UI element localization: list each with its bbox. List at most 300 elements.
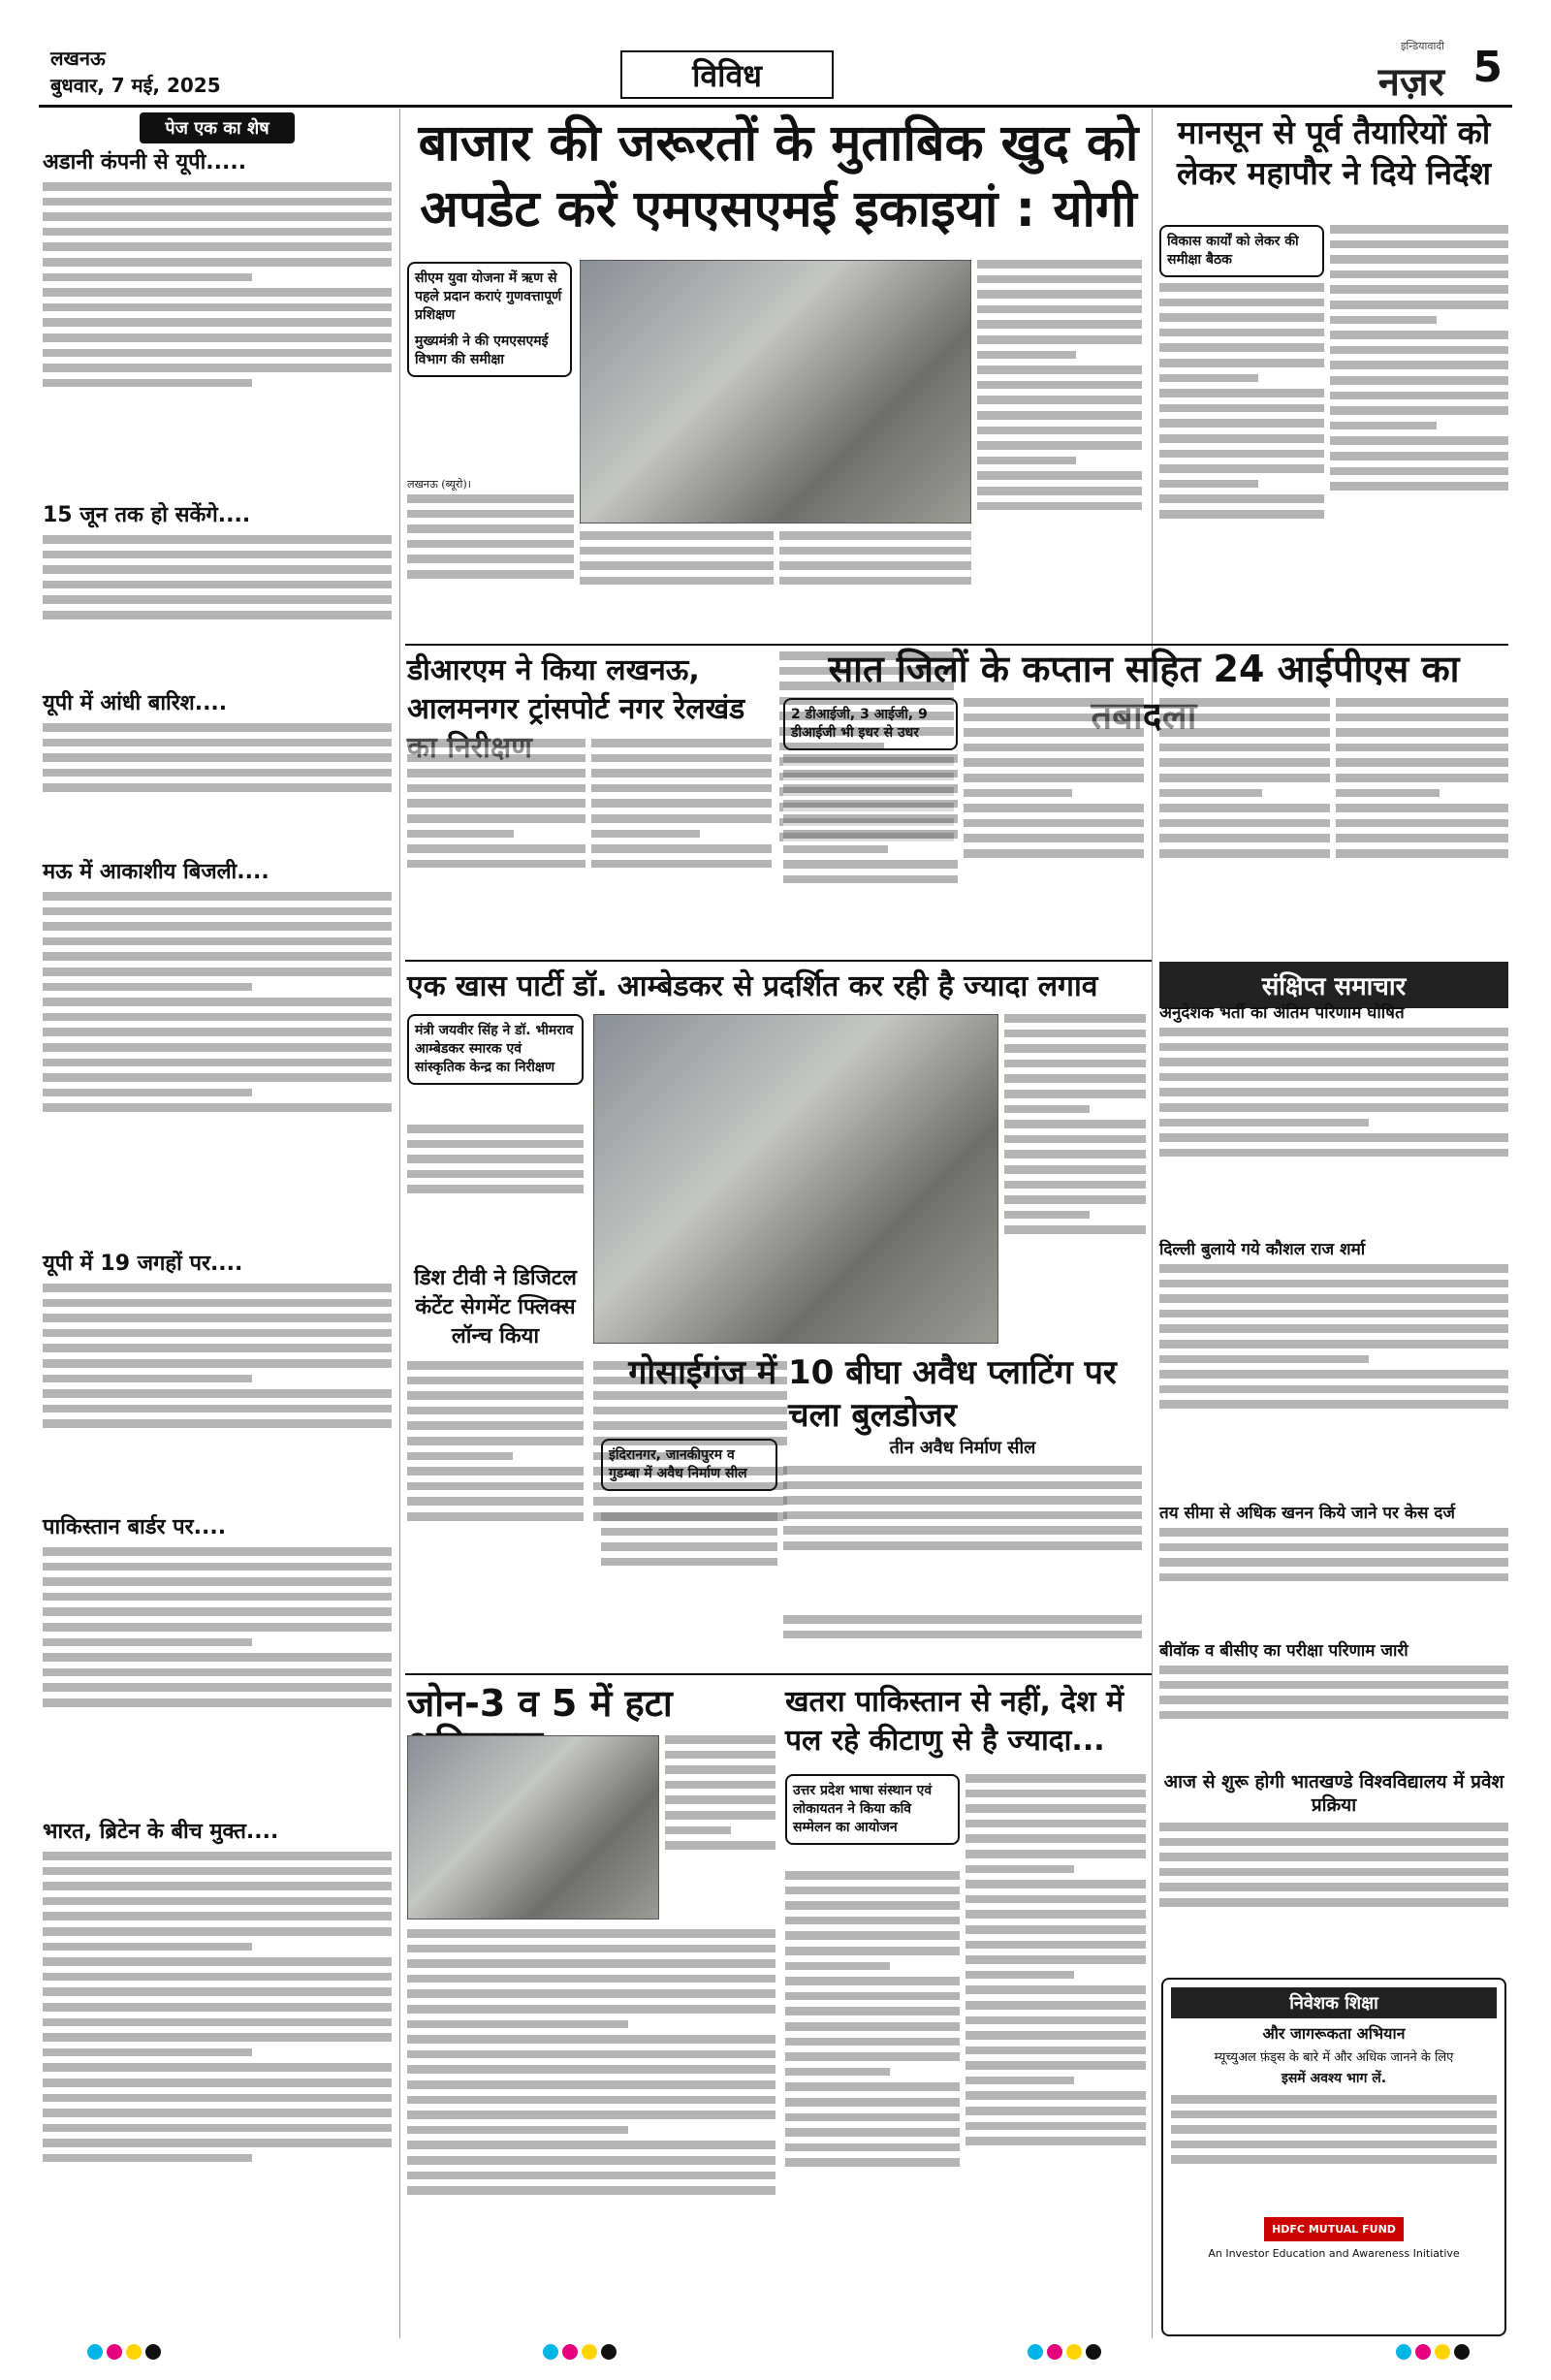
- text-line: [783, 860, 958, 875]
- text-line: [964, 804, 1144, 819]
- text-line: [407, 1989, 776, 2005]
- text-line: [43, 1043, 392, 1059]
- masthead-left: [50, 45, 221, 99]
- text-line: [43, 2018, 392, 2034]
- text-line: [1159, 1119, 1369, 1134]
- text-line: [1159, 494, 1324, 510]
- text-line: [407, 570, 574, 586]
- text-line: [977, 441, 1142, 457]
- text-line: [407, 1361, 584, 1377]
- text-line: [665, 1841, 776, 1856]
- text-line: [977, 275, 1142, 291]
- text-line: [965, 2061, 1146, 2077]
- text-line: [1159, 1310, 1508, 1325]
- text-line: [407, 1482, 584, 1498]
- text-line: [1004, 1195, 1146, 1211]
- text-line: [785, 1977, 960, 1992]
- article-body: [779, 531, 971, 640]
- text-line: [785, 2022, 960, 2038]
- text-line: [977, 411, 1142, 427]
- ambedkar-point-box: [407, 1014, 584, 1085]
- text-line: [407, 510, 574, 525]
- text-line: [591, 830, 700, 845]
- text-line: [407, 2156, 776, 2172]
- text-line: [407, 784, 586, 800]
- text-line: [1159, 450, 1324, 465]
- text-line: [580, 577, 774, 592]
- text-line: [407, 1975, 776, 1990]
- ips-point: 2 डीआईजी, 3 आईजी, 9 डीआईजी भी इधर से उधर: [791, 707, 928, 741]
- gosaiganj-subhead: तीन अवैध निर्माण सील: [889, 1438, 1036, 1458]
- text-line: [964, 758, 1144, 774]
- text-line: [783, 1615, 1142, 1631]
- text-line: [43, 364, 392, 379]
- text-line: [43, 1419, 392, 1435]
- ips-headline: सात जिलों के कप्तान सहित 24 आईपीएस का: [828, 648, 1460, 690]
- text-line: [977, 487, 1142, 502]
- logo-text: नज़र: [1377, 60, 1444, 105]
- text-line: [964, 728, 1144, 744]
- text-line: [965, 1925, 1146, 1941]
- brief-headline-1: अनुदेशक भर्ती का अंतिम परिणाम घोषित: [1159, 1003, 1405, 1023]
- text-line: [407, 2186, 776, 2202]
- gosaiganj-headline: गोसाईगंज में 10 बीघा अवैध प्लाटिंग पर चला बुलडोजर: [628, 1353, 1117, 1435]
- text-line: [783, 830, 958, 845]
- text-line: [407, 2126, 628, 2142]
- text-line: [1336, 774, 1508, 789]
- text-line: [1159, 849, 1330, 865]
- text-line: [785, 2128, 960, 2143]
- text-line: [965, 2001, 1146, 2016]
- text-line: [1159, 758, 1330, 774]
- text-line: [407, 1377, 584, 1392]
- text-line: [1004, 1181, 1146, 1196]
- headline-bharat-britain: भारत, ब्रिटेन के बीच मुक्त....: [43, 1820, 279, 1844]
- text-line: [965, 2016, 1146, 2032]
- hdfc-ad: [1161, 1978, 1506, 2336]
- text-line: [1159, 1028, 1508, 1043]
- text-line: [977, 381, 1142, 397]
- text-line: [601, 1512, 777, 1528]
- text-line: [965, 1804, 1146, 1820]
- text-line: [1159, 1073, 1508, 1089]
- text-line: [43, 1912, 392, 1927]
- text-line: [1336, 819, 1508, 835]
- text-line: [1159, 774, 1330, 789]
- article-body: [1330, 225, 1508, 640]
- article-body: [43, 1284, 392, 1507]
- text-line: [665, 1751, 776, 1766]
- page-one-continued: [43, 112, 392, 143]
- text-line: [1159, 1558, 1508, 1573]
- text-line: [1159, 1696, 1508, 1711]
- text-line: [977, 365, 1142, 381]
- text-line: [43, 2003, 392, 2018]
- text-line: [665, 1795, 776, 1811]
- text-line: [977, 427, 1142, 442]
- brief-headline-5: आज से शुरू होगी भातखण्डे विश्वविद्यालय में प्रवेश प्रक्रिया: [1163, 1771, 1504, 1816]
- text-line: [43, 998, 392, 1013]
- text-line: [1004, 1105, 1090, 1121]
- text-line: [43, 581, 392, 596]
- text-line: [43, 1973, 392, 1988]
- mayor-headline: मानसून से पूर्व तैयारियों को लेकर महापौर ने दिये निर्देश: [1176, 113, 1492, 192]
- text-line: [965, 2107, 1146, 2122]
- text-line: [43, 723, 392, 739]
- text-line: [1330, 361, 1508, 376]
- text-line: [43, 273, 252, 289]
- article-body: [964, 698, 1144, 952]
- text-line: [783, 770, 958, 785]
- text-line: [1004, 1211, 1090, 1226]
- text-line: [1159, 374, 1258, 390]
- text-line: [43, 1623, 392, 1638]
- text-line: [1330, 316, 1437, 332]
- article-body: [1159, 1666, 1508, 1762]
- text-line: [407, 739, 586, 754]
- text-line: [43, 769, 392, 784]
- text-line: [785, 2068, 890, 2083]
- text-line: [1004, 1090, 1146, 1105]
- text-line: [407, 1155, 584, 1170]
- article-body: [407, 739, 586, 952]
- text-line: [43, 2094, 392, 2110]
- headline-mau: मऊ में आकाशीय बिजली....: [43, 860, 269, 884]
- text-line: [43, 1314, 392, 1329]
- text-line: [785, 2052, 960, 2068]
- text-line: [964, 698, 1144, 714]
- text-line: [965, 1790, 1146, 1805]
- text-line: [43, 565, 392, 581]
- text-line: [1159, 1324, 1508, 1340]
- text-line: [43, 1059, 392, 1074]
- text-line: [965, 1895, 1146, 1911]
- text-line: [965, 1850, 1146, 1865]
- text-line: [1336, 758, 1508, 774]
- text-line: [1330, 482, 1508, 497]
- text-line: [43, 1344, 392, 1359]
- text-line: [43, 212, 392, 228]
- text-line: [407, 769, 586, 784]
- text-line: [1159, 1133, 1508, 1149]
- text-line: [1159, 283, 1324, 299]
- text-line: [665, 1781, 776, 1796]
- text-line: [1159, 1898, 1508, 1914]
- text-line: [1159, 1355, 1369, 1371]
- lead-points-box: [407, 262, 572, 377]
- text-line: [977, 351, 1076, 366]
- text-line: [407, 1437, 584, 1452]
- text-line: [1330, 255, 1508, 270]
- text-line: [43, 303, 392, 319]
- color-register-marks: [87, 2344, 161, 2360]
- text-line: [407, 844, 586, 860]
- text-line: [785, 1992, 960, 2008]
- gosaiganj-point: इंदिरानगर, जानकीपुरम व गुडम्बा में अवैध निर्माण सील: [609, 1447, 747, 1481]
- text-line: [407, 2005, 776, 2020]
- text-line: [964, 819, 1144, 835]
- text-line: [965, 1941, 1146, 1956]
- headline-15-june: 15 जून तक हो सकेंगे....: [43, 503, 251, 527]
- text-line: [43, 1897, 392, 1913]
- text-line: [1159, 744, 1330, 759]
- text-line: [785, 2007, 960, 2022]
- text-line: [591, 814, 772, 830]
- text-line: [1159, 1666, 1508, 1681]
- text-line: [1159, 1043, 1508, 1059]
- text-line: [1330, 452, 1508, 467]
- text-line: [1330, 436, 1508, 452]
- text-line: [43, 1943, 252, 1958]
- pakistan-point: उत्तर प्रदेश भाषा संस्थान एवं लोकायतन ने किया कवि सम्मेलन का आयोजन: [793, 1783, 933, 1835]
- text-line: [1159, 404, 1324, 420]
- text-line: [1159, 1573, 1508, 1589]
- text-line: [783, 1496, 1142, 1511]
- text-line: [1330, 285, 1508, 301]
- text-line: [1336, 834, 1508, 849]
- text-line: [43, 2079, 392, 2094]
- text-line: [1159, 329, 1324, 344]
- text-line: [1159, 1385, 1508, 1401]
- text-line: [977, 457, 1076, 472]
- text-line: [43, 288, 392, 303]
- text-line: [1159, 1280, 1508, 1295]
- text-line: [43, 937, 392, 953]
- text-line: [407, 2172, 776, 2187]
- text-line: [43, 228, 392, 243]
- text-line: [1159, 714, 1330, 729]
- article-body: [1336, 698, 1508, 952]
- text-line: [43, 535, 392, 551]
- text-line: [965, 1774, 1146, 1790]
- article-body: [43, 723, 392, 849]
- drm-headline: डीआरएम ने किया लखनऊ, आलमनगर ट्रांसपोर्ट नगर रेलखंड: [407, 653, 745, 726]
- text-line: [965, 2122, 1146, 2138]
- text-line: [407, 2080, 776, 2096]
- text-line: [407, 1185, 584, 1200]
- text-line: [965, 2031, 1146, 2047]
- text-line: [43, 1013, 392, 1029]
- text-line: [783, 875, 958, 891]
- ad-line-3: म्यूच्युअल फ़ंड्स के बारे में और अधिक जानने के लिए: [1214, 2050, 1454, 2065]
- text-line: [1159, 359, 1324, 374]
- text-line: [1330, 392, 1508, 407]
- text-line: [665, 1826, 731, 1842]
- text-line: [43, 1359, 392, 1375]
- text-line: [591, 739, 772, 754]
- text-line: [1159, 834, 1330, 849]
- article-body: [965, 1774, 1146, 2327]
- text-line: [965, 1880, 1146, 1895]
- text-line: [785, 2082, 960, 2098]
- text-line: [1159, 464, 1324, 480]
- text-line: [407, 1391, 584, 1407]
- text-line: [1171, 2110, 1497, 2126]
- article-body: [665, 1735, 776, 1920]
- text-line: [43, 198, 392, 213]
- text-line: [407, 2110, 776, 2126]
- article-body: [407, 1125, 584, 1253]
- text-line: [580, 547, 774, 562]
- text-line: [965, 1971, 1074, 1986]
- text-line: [1159, 1853, 1508, 1868]
- text-line: [1004, 1165, 1146, 1181]
- section-rule: [405, 960, 1152, 962]
- text-line: [1336, 789, 1440, 805]
- text-line: [964, 849, 1144, 865]
- lead-point-2: मुख्यमंत्री ने की एमएसएमई विभाग की समीक्षा: [415, 333, 549, 367]
- text-line: [1004, 1060, 1146, 1075]
- text-line: [964, 774, 1144, 789]
- text-line: [1004, 1225, 1146, 1241]
- text-line: [785, 1962, 890, 1978]
- article-body: [407, 494, 574, 640]
- text-line: [43, 1927, 392, 1943]
- text-line: [43, 1683, 392, 1698]
- article-body: [407, 1929, 776, 2327]
- text-line: [965, 1834, 1146, 1850]
- text-line: [783, 1526, 1142, 1541]
- text-line: [43, 1957, 392, 1973]
- text-line: [43, 1607, 392, 1623]
- text-line: [965, 1985, 1146, 2001]
- text-line: [783, 1466, 1142, 1481]
- text-line: [43, 983, 252, 999]
- text-line: [43, 349, 392, 365]
- text-line: [1159, 1838, 1508, 1854]
- text-line: [407, 1512, 584, 1528]
- gosaiganj-point-box: [601, 1439, 777, 1491]
- text-line: [964, 834, 1144, 849]
- color-register-marks: [543, 2344, 617, 2360]
- article-body: [591, 739, 772, 952]
- text-line: [43, 1103, 392, 1119]
- text-line: [783, 784, 958, 800]
- text-line: [779, 561, 971, 577]
- text-line: [43, 952, 392, 968]
- text-line: [977, 320, 1142, 335]
- text-line: [43, 1852, 392, 1867]
- text-line: [1004, 1030, 1146, 1045]
- text-line: [1159, 299, 1324, 314]
- text-line: [601, 1528, 777, 1543]
- ambedkar-point: मंत्री जयवीर सिंह ने डॉ. भीमराव आम्बेडकर स्मारक एवं सांस्कृतिक केन्द्र का निरीक्षण: [415, 1023, 574, 1075]
- text-line: [1159, 698, 1330, 714]
- text-line: [407, 1140, 584, 1156]
- text-line: [977, 502, 1142, 518]
- text-line: [43, 551, 392, 566]
- text-line: [43, 1547, 392, 1563]
- article-body: [1159, 1823, 1508, 1968]
- text-line: [965, 2091, 1146, 2107]
- text-line: [43, 379, 252, 395]
- text-line: [591, 799, 772, 814]
- text-line: [43, 1668, 392, 1684]
- text-line: [407, 524, 574, 540]
- article-body: [1159, 1028, 1508, 1231]
- pakistan-headline: खतरा पाकिस्तान से नहीं, देश में पल रहे कीटाणु से है ज्यादा...: [785, 1685, 1124, 1758]
- text-line: [977, 471, 1142, 487]
- text-line: [43, 783, 392, 799]
- text-line: [43, 318, 392, 333]
- masthead-rule: [39, 105, 1512, 108]
- text-line: [785, 2113, 960, 2129]
- text-line: [43, 2154, 252, 2170]
- brief-band: संक्षिप्त समाचार: [1159, 962, 1508, 1008]
- meeting-photo: [580, 260, 971, 524]
- dish-headline: डिश टीवी ने डिजिटल कंटेंट सेगमेंट फ्लिक्स लॉन्च किया: [414, 1266, 577, 1349]
- article-body: [1159, 698, 1330, 952]
- text-line: [1159, 1370, 1508, 1385]
- article-body: [1004, 1014, 1146, 1344]
- text-line: [1159, 313, 1324, 329]
- text-line: [43, 753, 392, 769]
- text-line: [785, 2038, 960, 2053]
- newspaper-logo: [1221, 39, 1444, 105]
- text-line: [977, 396, 1142, 411]
- text-line: [1004, 1150, 1146, 1165]
- text-line: [43, 2139, 392, 2154]
- text-line: [43, 739, 392, 754]
- text-line: [407, 1467, 584, 1482]
- text-line: [779, 531, 971, 547]
- article-body: [601, 1512, 777, 1603]
- text-line: [1004, 1074, 1146, 1090]
- text-line: [785, 2143, 960, 2159]
- text-line: [1330, 301, 1508, 316]
- text-line: [43, 1653, 392, 1668]
- text-line: [1171, 2095, 1497, 2110]
- text-line: [783, 1511, 1142, 1527]
- text-line: [1159, 1088, 1508, 1103]
- article-body: [783, 1466, 1142, 1603]
- text-line: [43, 1028, 392, 1043]
- text-line: [965, 1865, 1074, 1881]
- text-line: [43, 1563, 392, 1578]
- text-line: [1330, 225, 1508, 240]
- text-line: [1159, 1264, 1508, 1280]
- text-line: [43, 907, 392, 923]
- text-line: [43, 2063, 392, 2079]
- text-line: [43, 922, 392, 937]
- lead-headline-line-1: बाजार की जरूरतों के मुताबिक खुद को: [418, 114, 1139, 173]
- text-line: [1336, 714, 1508, 729]
- text-line: [1336, 849, 1508, 865]
- text-line: [43, 1577, 392, 1593]
- text-line: [783, 1541, 1142, 1557]
- mayor-point: विकास कार्यों को लेकर की समीक्षा बैठक: [1167, 234, 1299, 268]
- article-body: [43, 535, 392, 681]
- text-line: [407, 1497, 584, 1512]
- text-line: [407, 2065, 776, 2080]
- text-line: [783, 1631, 1142, 1646]
- text-line: [43, 333, 392, 349]
- text-line: [1004, 1135, 1146, 1151]
- column-divider: [399, 109, 400, 2338]
- text-line: [964, 789, 1072, 805]
- text-line: [43, 1987, 392, 2003]
- text-line: [1159, 343, 1324, 359]
- text-line: [783, 800, 958, 815]
- article-body: [43, 1852, 392, 2327]
- text-line: [593, 1497, 787, 1512]
- text-line: [407, 1929, 776, 1945]
- text-line: [407, 1945, 776, 1960]
- text-line: [1004, 1120, 1146, 1135]
- text-line: [43, 892, 392, 907]
- text-line: [43, 1389, 392, 1405]
- headline-adani: अडानी कंपनी से यूपी.....: [43, 150, 247, 175]
